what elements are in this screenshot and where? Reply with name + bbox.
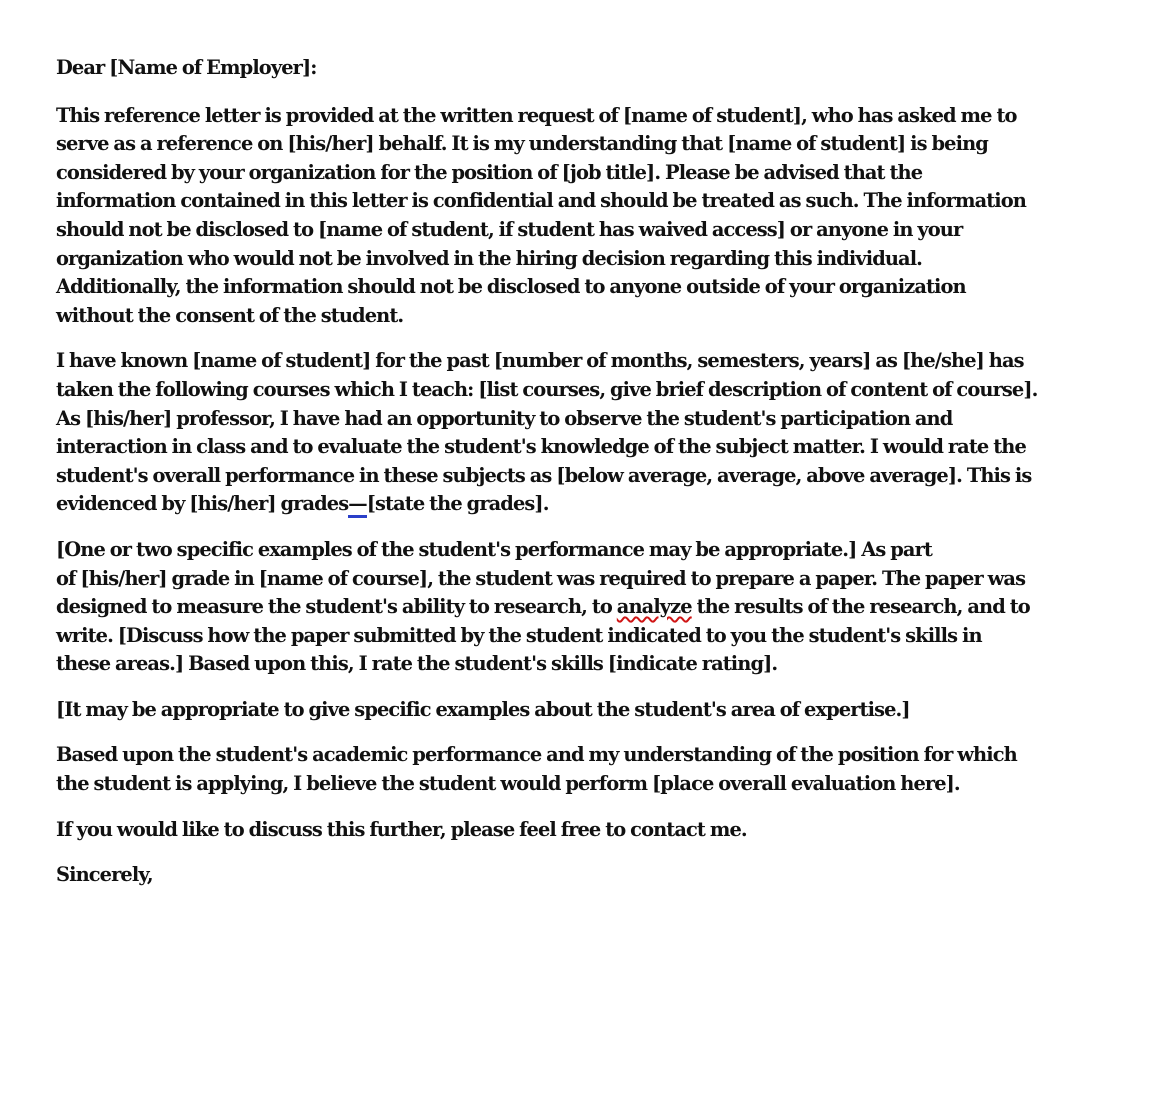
text-line: Based upon the student's academic performance and my understanding of the position for which — [56, 743, 1017, 767]
letter-document — [56, 54, 1116, 907]
text-line: information contained in this letter is confidential and should be treated as such. The information — [56, 189, 1026, 213]
salutation — [56, 54, 1116, 83]
text-line: serve as a reference on [his/her] behalf. It is my understanding that [name of student] is being — [56, 132, 988, 156]
text-line: considered by your organization for the position of [job title]. Please be advised that the — [56, 160, 923, 184]
text-segment: evidenced by [his/her] grades — [56, 492, 349, 516]
text-segment: [state the grades]. — [366, 492, 549, 516]
closing-text: Sincerely, — [56, 863, 153, 887]
text-line: without the consent of the student. — [56, 303, 404, 327]
text-line: If you would like to discuss this further, please feel free to contact me. — [56, 817, 747, 841]
text-line: I have known [name of student] for the past [number of months, semesters, years] as [he/she] has — [56, 349, 1024, 373]
paragraph-paper-example — [56, 536, 1116, 679]
text-line: write. [Discuss how the paper submitted by the student indicated to you the student's skills in — [56, 623, 982, 647]
paragraph-courses-performance — [56, 347, 1116, 519]
text-line: [It may be appropriate to give specific examples about the student's area of expertise.] — [56, 697, 910, 721]
text-segment: the results of the research, and to — [691, 595, 1030, 619]
text-line — [56, 593, 1116, 622]
paragraph-confidentiality — [56, 102, 1116, 331]
text-line: these areas.] Based upon this, I rate the student's skills [indicate rating]. — [56, 652, 778, 676]
text-line: [One or two specific examples of the student's performance may be appropriate.] As part — [56, 537, 932, 561]
grammar-suggestion-mark[interactable]: — — [348, 492, 367, 518]
text-line: taken the following courses which I teach: [list courses, give brief description of content of course]. — [56, 377, 1038, 401]
paragraph-overall-evaluation — [56, 741, 1116, 798]
text-line: student's overall performance in these subjects as [below average, average, above average]. This is — [56, 463, 1032, 487]
text-segment: designed to measure the student's ability to research, to — [56, 595, 617, 619]
spelling-error-mark[interactable]: analyze — [616, 595, 692, 619]
text-line: Additionally, the information should not be disclosed to anyone outside of your organization — [56, 275, 966, 299]
salutation-text: Dear [Name of Employer]: — [56, 56, 317, 79]
text-line: organization who would not be involved in the hiring decision regarding this individual. — [56, 246, 923, 270]
text-line: the student is applying, I believe the student would perform [place overall evaluation here]. — [56, 772, 960, 796]
text-line: interaction in class and to evaluate the student's knowledge of the subject matter. I would rate the — [56, 435, 1026, 459]
text-line: should not be disclosed to [name of student, if student has waived access] or anyone in your — [56, 217, 963, 241]
text-line: of [his/her] grade in [name of course], the student was required to prepare a paper. The paper was — [56, 566, 1026, 590]
closing — [56, 861, 1116, 890]
paragraph-contact — [56, 816, 1116, 845]
text-line: This reference letter is provided at the written request of [name of student], who has asked me to — [56, 103, 1017, 127]
text-line — [56, 490, 1116, 519]
text-line: As [his/her] professor, I have had an opportunity to observe the student's participation and — [56, 406, 953, 430]
paragraph-expertise — [56, 696, 1116, 725]
